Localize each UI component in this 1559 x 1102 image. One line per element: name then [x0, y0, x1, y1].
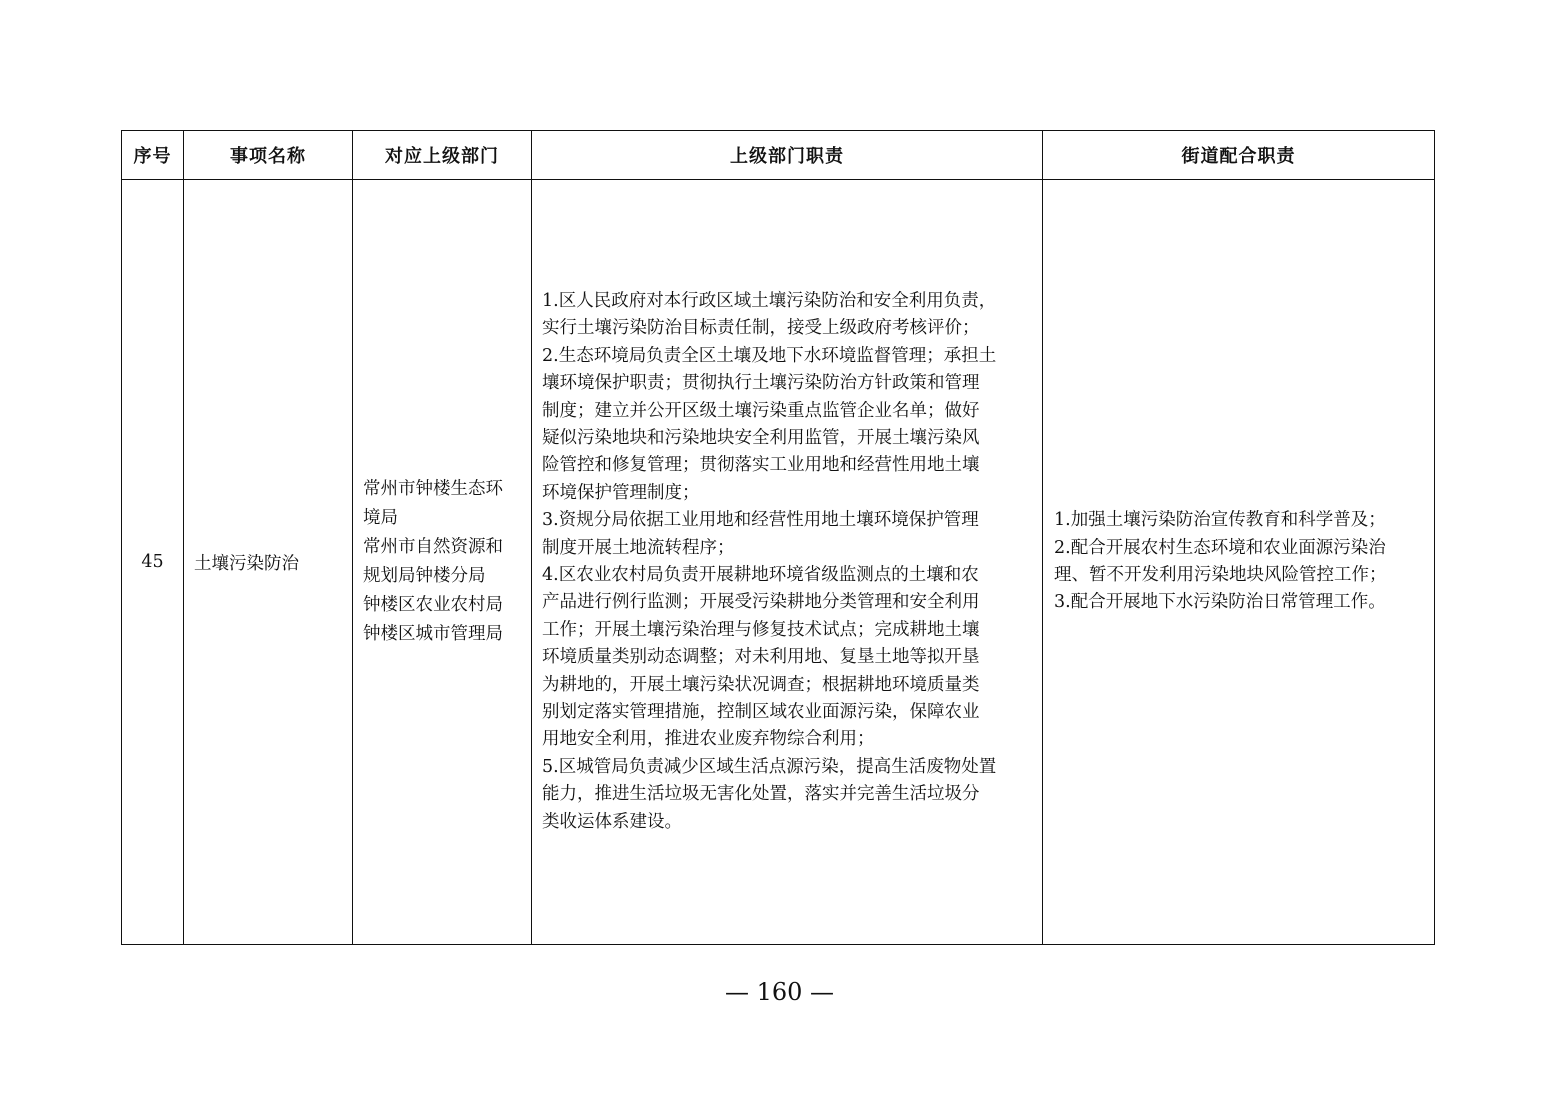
duty-line: 别划定落实管理措施，控制区域农业面源污染，保障农业	[542, 702, 980, 723]
duty-line: 制度；建立并公开区级土壤污染重点监管企业名单；做好	[542, 400, 980, 421]
duty-line: 实行土壤污染防治目标责任制，接受上级政府考核评价；	[542, 318, 980, 339]
cell-superior-duty	[532, 180, 1043, 945]
header-superior-duty: 上级部门职责	[532, 131, 1043, 180]
duty-line: 5.区城管局负责减少区域生活点源污染，提高生活废物处置	[542, 756, 997, 777]
dept-line: 常州市自然资源和	[363, 537, 503, 557]
street-duty-line: 1.加强土壤污染防治宣传教育和科学普及；	[1054, 510, 1386, 531]
duty-line: 制度开展土地流转程序；	[542, 537, 735, 558]
header-number: 序号	[122, 131, 184, 180]
duty-line: 产品进行例行监测；开展受污染耕地分类管理和安全利用	[542, 592, 980, 613]
duty-line: 4.区农业农村局负责开展耕地环境省级监测点的土壤和农	[542, 565, 979, 585]
header-street-duty: 街道配合职责	[1043, 131, 1435, 180]
duty-line: 为耕地的，开展土壤污染状况调查；根据耕地环境质量类	[542, 674, 980, 695]
duty-line: 用地安全利用，推进农业废弃物综合利用；	[542, 729, 875, 750]
cell-street-duty	[1043, 180, 1435, 945]
cell-item-name: 土壤污染防治	[184, 180, 353, 945]
duty-line: 环境保护管理制度；	[542, 482, 700, 503]
duty-line: 类收运体系建设。	[542, 811, 682, 832]
header-item-name: 事项名称	[184, 131, 353, 180]
dept-line: 钟楼区城市管理局	[363, 624, 503, 644]
dept-line: 规划局钟楼分局	[363, 566, 486, 586]
duty-line: 2.生态环境局负责全区土壤及地下水环境监督管理；承担土	[542, 345, 997, 366]
table-row	[122, 180, 1435, 945]
page-number: — 160 —	[724, 978, 835, 1006]
duty-line: 1.区人民政府对本行政区域土壤污染防治和安全利用负责，	[542, 290, 997, 311]
duty-table	[121, 130, 1435, 945]
duty-line: 环境质量类别动态调整；对未利用地、复垦土地等拟开垦	[542, 647, 980, 668]
dept-line: 境局	[363, 508, 398, 528]
street-duty-line: 理、暂不开发利用污染地块风险管控工作；	[1054, 565, 1387, 585]
cell-superior-dept	[353, 180, 532, 945]
duty-line: 壤环境保护职责；贯彻执行土壤污染防治方针政策和管理	[542, 373, 980, 394]
cell-number: 45	[122, 180, 184, 945]
duty-line: 险管控和修复管理；贯彻落实工业用地和经营性用地土壤	[542, 455, 980, 476]
duty-line: 疑似污染地块和污染地块安全利用监管，开展土壤污染风	[542, 427, 980, 448]
header-superior-dept: 对应上级部门	[353, 131, 532, 180]
duty-line: 3.资规分局依据工业用地和经营性用地土壤环境保护管理	[542, 510, 979, 531]
duty-line: 工作；开展土壤污染治理与修复技术试点；完成耕地土壤	[542, 619, 980, 640]
street-duty-line: 2.配合开展农村生态环境和农业面源污染治	[1054, 537, 1386, 558]
table-header-row	[122, 131, 1435, 180]
street-duty-line: 3.配合开展地下水污染防治日常管理工作。	[1054, 592, 1386, 613]
duty-line: 能力，推进生活垃圾无害化处置，落实并完善生活垃圾分	[542, 784, 980, 805]
dept-line: 钟楼区农业农村局	[363, 595, 503, 615]
dept-line: 常州市钟楼生态环	[363, 479, 503, 499]
